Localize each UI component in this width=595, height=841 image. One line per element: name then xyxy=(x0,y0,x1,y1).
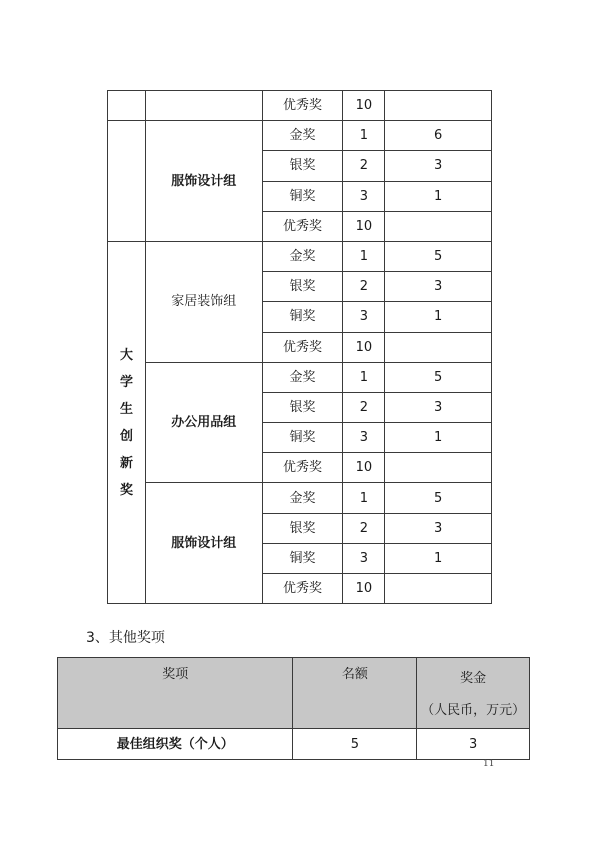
rank-cell: 铜奖 xyxy=(262,302,343,332)
prize-cell xyxy=(385,211,492,241)
category-char: 生 xyxy=(119,401,133,417)
count-cell: 10 xyxy=(343,574,385,604)
category-cell-continued xyxy=(108,121,146,242)
category-char: 奖 xyxy=(119,482,133,498)
count-cell: 3 xyxy=(343,423,385,453)
count-cell: 1 xyxy=(343,241,385,271)
rank-cell: 银奖 xyxy=(262,392,343,422)
count-cell: 2 xyxy=(343,151,385,181)
prize-cell: 5 xyxy=(385,241,492,271)
header-prize xyxy=(417,658,530,729)
rank-cell: 银奖 xyxy=(262,513,343,543)
table-row xyxy=(58,729,530,760)
page-number: 11 xyxy=(483,759,495,769)
group-name: 服饰设计组 xyxy=(145,483,262,604)
table-row xyxy=(108,483,492,513)
group-cell-continued xyxy=(145,91,262,121)
count-cell: 10 xyxy=(343,332,385,362)
quota-cell: 5 xyxy=(293,729,417,760)
prize-cell: 6 xyxy=(385,121,492,151)
rank-cell: 优秀奖 xyxy=(262,332,343,362)
group-name: 办公用品组 xyxy=(145,362,262,483)
rank-cell: 优秀奖 xyxy=(262,574,343,604)
prize-cell: 3 xyxy=(385,151,492,181)
header-prize-line1: 奖金 xyxy=(460,671,487,686)
header-prize-line2: （人民币，万元） xyxy=(421,703,526,718)
prize-cell: 3 xyxy=(417,729,530,760)
count-cell: 2 xyxy=(343,513,385,543)
category-label xyxy=(108,241,146,603)
header-award: 奖项 xyxy=(58,658,293,729)
table-row xyxy=(108,362,492,392)
prize-cell: 5 xyxy=(385,483,492,513)
section-heading: 3、其他奖项 xyxy=(86,630,165,646)
rank-cell: 金奖 xyxy=(262,241,343,271)
category-char: 学 xyxy=(119,374,133,390)
rank-cell: 银奖 xyxy=(262,151,343,181)
table-row xyxy=(108,121,492,151)
award-name-cell: 最佳组织奖（个人） xyxy=(58,729,293,760)
count-cell: 1 xyxy=(343,121,385,151)
count-cell: 10 xyxy=(343,91,385,121)
count-cell: 1 xyxy=(343,362,385,392)
category-char: 创 xyxy=(119,428,133,444)
prize-cell: 3 xyxy=(385,392,492,422)
prize-cell xyxy=(385,91,492,121)
table-row xyxy=(108,241,492,271)
rank-cell: 铜奖 xyxy=(262,181,343,211)
rank-cell: 金奖 xyxy=(262,483,343,513)
prize-cell: 3 xyxy=(385,272,492,302)
count-cell: 3 xyxy=(343,302,385,332)
header-quota: 名额 xyxy=(293,658,417,729)
prize-cell xyxy=(385,574,492,604)
rank-cell: 金奖 xyxy=(262,362,343,392)
count-cell: 2 xyxy=(343,272,385,302)
other-awards-table xyxy=(57,657,530,760)
rank-cell: 金奖 xyxy=(262,121,343,151)
count-cell: 10 xyxy=(343,211,385,241)
count-cell: 2 xyxy=(343,392,385,422)
count-cell: 3 xyxy=(343,181,385,211)
count-cell: 3 xyxy=(343,543,385,573)
prize-cell xyxy=(385,453,492,483)
rank-cell: 银奖 xyxy=(262,272,343,302)
prize-cell: 1 xyxy=(385,302,492,332)
table-header-row xyxy=(58,658,530,729)
prize-cell: 3 xyxy=(385,513,492,543)
count-cell: 10 xyxy=(343,453,385,483)
prize-cell: 1 xyxy=(385,543,492,573)
rank-cell: 铜奖 xyxy=(262,423,343,453)
category-char: 大 xyxy=(119,347,133,363)
group-name: 服饰设计组 xyxy=(145,121,262,242)
table-row xyxy=(108,91,492,121)
prize-cell xyxy=(385,332,492,362)
group-name: 家居装饰组 xyxy=(145,241,262,362)
category-cell-continued xyxy=(108,91,146,121)
rank-cell: 优秀奖 xyxy=(262,211,343,241)
prize-cell: 1 xyxy=(385,181,492,211)
rank-cell: 优秀奖 xyxy=(262,91,343,121)
rank-cell: 铜奖 xyxy=(262,543,343,573)
count-cell: 1 xyxy=(343,483,385,513)
prize-cell: 5 xyxy=(385,362,492,392)
rank-cell: 优秀奖 xyxy=(262,453,343,483)
category-char: 新 xyxy=(119,455,133,471)
award-table xyxy=(107,90,492,604)
prize-cell: 1 xyxy=(385,423,492,453)
